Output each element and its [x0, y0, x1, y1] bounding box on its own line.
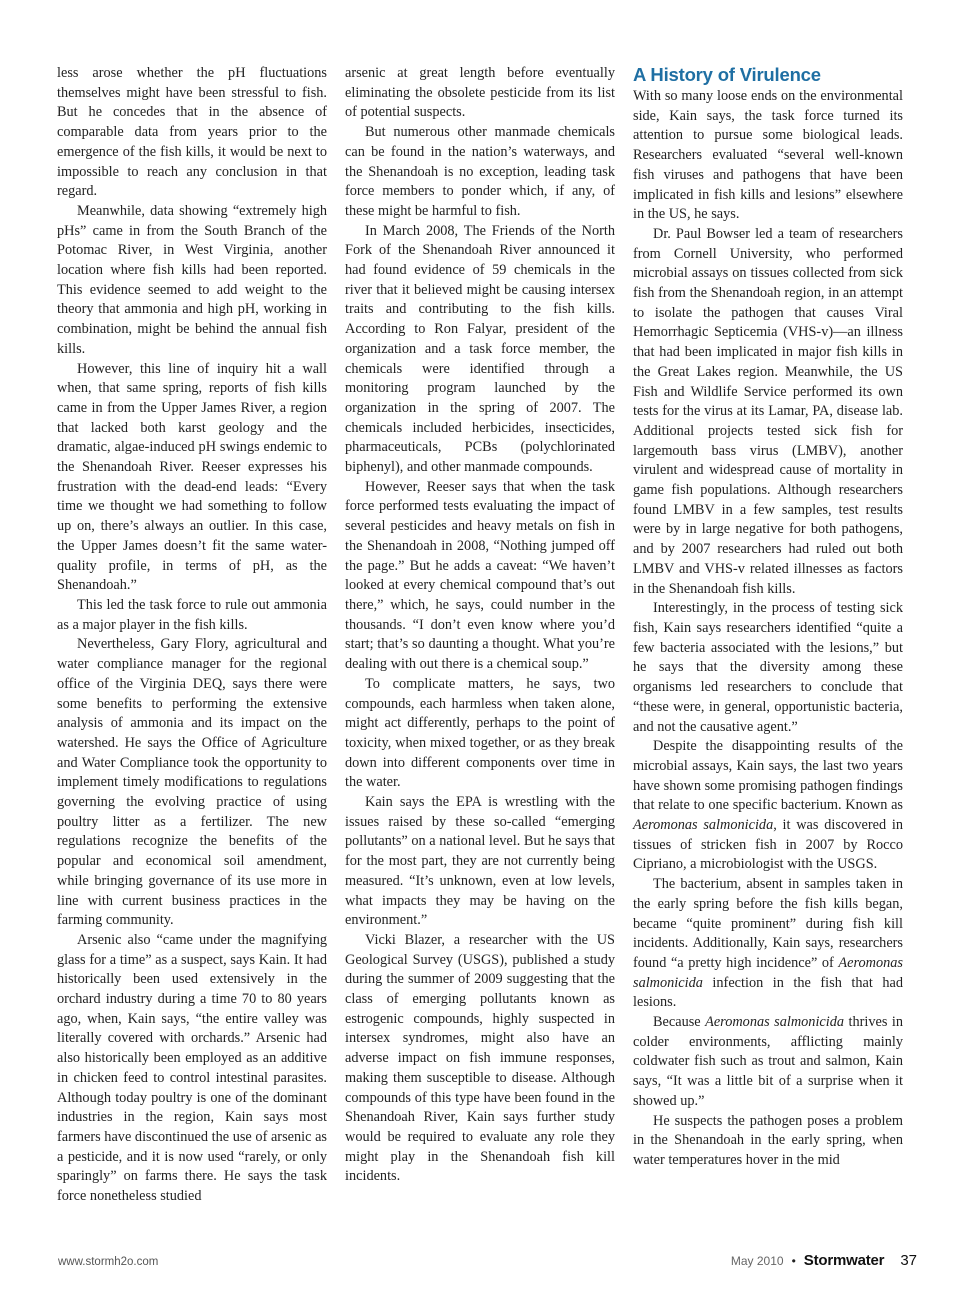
paragraph-text: , it was discovered in tissues of stricken fish in 2007 by Rocco Cipriano, a microbiologist with the USGS.	[633, 817, 903, 873]
article-column-2	[345, 64, 615, 1187]
paragraph: But numerous other manmade chemicals can be found in the nation’s waterways, and the Shenandoah is no exception, leading task force members to ponder which, if any, of these might be harmful to fish.	[345, 124, 615, 219]
species-name: Aeromonas salmonicida	[705, 1014, 845, 1031]
species-name: Aeromonas salmonicida	[633, 954, 903, 991]
article-column-3	[633, 64, 903, 1171]
paragraph-text: infection in the fish that had lesions.	[633, 974, 903, 1011]
paragraph: However, this line of inquiry hit a wall when, that same spring, reports of fish kills came in from the Upper James River, a region that lacked both karst geology and the dramatic, algae-induced pH swings endemic to the Shenandoah River. Reeser expresses his frustration with the dead-end leads: “Every time we thought we had something to follow up on, there’s always an outlier. In this case, the Upper James doesn’t fit the same water-quality profile, in terms of pH, as the Shenandoah.”	[57, 360, 327, 594]
paragraph	[633, 1013, 903, 1112]
species-name: Aeromonas salmonicida	[633, 817, 774, 834]
paragraph: With so many loose ends on the environmental side, Kain says, the task force turned its attention to pursue some biological leads. Researchers evaluated “several well-known fish viruses and pathogens that have been implicated in fish kills and lesions” elsewhere in the US, he says.	[633, 88, 903, 223]
paragraph	[633, 737, 903, 875]
paragraph: Kain says the EPA is wrestling with the issues raised by these so-called “emerging pollutants” on a national level. But he says that for the most part, they are not currently being measured. “It’s unknown, even at low levels, what impacts they may be having on the environment.”	[345, 794, 615, 929]
issue-date: May 2010	[730, 1254, 784, 1268]
paragraph: arsenic at great length before eventually eliminating the obsolete pesticide from its list of potential suspects.	[345, 65, 615, 121]
paragraph-text: The bacterium, absent in samples taken in the early spring before the fish kills began, became “quite prominent” during fish kill incidents. Additionally, Kain says, researchers found “a pretty high incidence” of	[633, 876, 903, 971]
paragraph: He suspects the pathogen poses a problem in the Shenandoah in the early spring, when water temperatures hover in the mid	[633, 1112, 903, 1168]
paragraph	[633, 875, 903, 1013]
bullet-separator: •	[791, 1254, 796, 1268]
section-heading: A History of Virulence	[633, 64, 821, 85]
paragraph: To complicate matters, he says, two compounds, each harmless when taken alone, might act differently, perhaps to the point of toxicity, when mixed together, or as they break down into different components over time in the water.	[345, 675, 615, 791]
paragraph-text: thrives in colder environments, afflicting mainly coldwater fish such as trout and salmon, Kain says, “It was a little bit of a surprise when it showed up.”	[633, 1014, 903, 1109]
paragraph: Dr. Paul Bowser led a team of researchers from Cornell University, who performed microbial assays on tissues collected from sick fish from the Shenandoah region, in an attempt to isolate the pathogen that causes Viral Hemorrhagic Septicemia (VHS-v)—an illness that had been implicated in major fish kills in the Great Lakes region. Meanwhile, the US Fish and Wildlife Service performed its own tests for the virus at its Lamar, PA, disease lab. Additional projects tested sick fish for largemouth bass virus (LMBV), another virulent and widespread cause of mortality in game fish populations. Although researchers found LMBV in a few samples, test results were by in large negative for both pathogens, and by 2007 researchers had ruled out both LMBV and VHS-v related illnesses as factors in the Shenandoah fish kills.	[633, 225, 903, 597]
footer-website: www.stormh2o.com	[58, 1256, 159, 1268]
paragraph: This led the task force to rule out ammonia as a major player in the fish kills.	[57, 596, 327, 633]
paragraph: However, Reeser says that when the task force performed tests evaluating the impact of several pesticides and heavy metals on fish in the Shenandoah in 2008, “Nothing jumped off the page.” But he adds a caveat: “We haven’t looked at every chemical compound that’s out there,” which, he says, could number in the thousands. “I don’t even know where you’d start; that’s so daunting a thought. What you’re dealing with out there is a chemical soup.”	[345, 478, 615, 673]
paragraph: Vicki Blazer, a researcher with the US Geological Survey (USGS), published a study during the summer of 2009 suggesting that the class of emerging pollutants known as estrogenic compounds, highly suspected in intersex syndromes, might also have an adverse impact on fish immune responses, making them susceptible to disease. Although compounds of this type have been found in the Shenandoah River, Kain says further study would be required to evaluate any role they might play in the Shenandoah fish kill incidents.	[345, 931, 615, 1185]
paragraph: Arsenic also “came under the magnifying glass for a time” as a suspect, says Kain. It had historically been used extensively in the orchard industry during a time 70 to 80 years ago, when, Kain says, “the entire valley was literally covered with orchards.” Arsenic had also historically been employed as an additive in chicken feed to control intestinal parasites. Although today poultry is one of the dominant industries in the region, Kain says most farmers have discontinued the use of arsenic as a pesticide, and it is now used “rarely, or only sparingly” on farms there. He says the task force nonetheless studied	[57, 931, 327, 1205]
paragraph-text: Because	[653, 1014, 706, 1031]
paragraph: less arose whether the pH fluctuations themselves might have been stressful to fish. But he concedes that in the absence of comparable data from years prior to the emergence of the fish kills, it would be next to impossible to reach any conclusion in that regard.	[57, 65, 327, 200]
paragraph: Interestingly, in the process of testing sick fish, Kain says researchers identified “quite a few bacteria associated with the lesions,” but he says that the diversity among these organisms led researchers to conclude that “these were, in general, opportunistic bacteria, and not the causative agent.”	[633, 600, 903, 735]
paragraph: Nevertheless, Gary Flory, agricultural and water compliance manager for the regional office of the Virginia DEQ, says there were some benefits to performing the extensive analysis of ammonia and its impact on the watershed. He says the Office of Agriculture and Water Compliance took the opportunity to implement timely modifications to regulations governing the evolving practice of using poultry litter as a fertilizer. The new regulations recognize the benefits of the popular and economical soil amendment, while bringing governance of its use more in line with current business practices in the farming community.	[57, 636, 327, 929]
paragraph: Meanwhile, data showing “extremely high pHs” came in from the South Branch of the Potomac River, in West Virginia, another location where fish kills had been reported. This evidence seemed to add weight to the theory that ammonia and high pH, working in combination, might be behind the annual fish kills.	[57, 202, 327, 357]
page-number: 37	[900, 1252, 917, 1269]
article-column-1	[57, 64, 327, 1207]
paragraph-text: Despite the disappointing results of the microbial assays, Kain says, the last two years have shown some promising pathogen findings that relate to one specific bacterium. Known as	[633, 738, 903, 814]
footer-folio	[731, 1252, 917, 1272]
paragraph: In March 2008, The Friends of the North Fork of the Shenandoah River announced it had found evidence of 59 chemicals in the river that it believed might be causing intersex traits and contributing to the fish kills. According to Ron Falyar, president of the organization and a task force member, the chemicals were identified through a monitoring program launched by the organization in the spring of 2007. The chemicals included herbicides, insecticides, pharmaceuticals, PCBs (polychlorinated biphenyl), and other manmade compounds.	[345, 222, 615, 476]
magazine-name: Stormwater	[803, 1252, 885, 1269]
